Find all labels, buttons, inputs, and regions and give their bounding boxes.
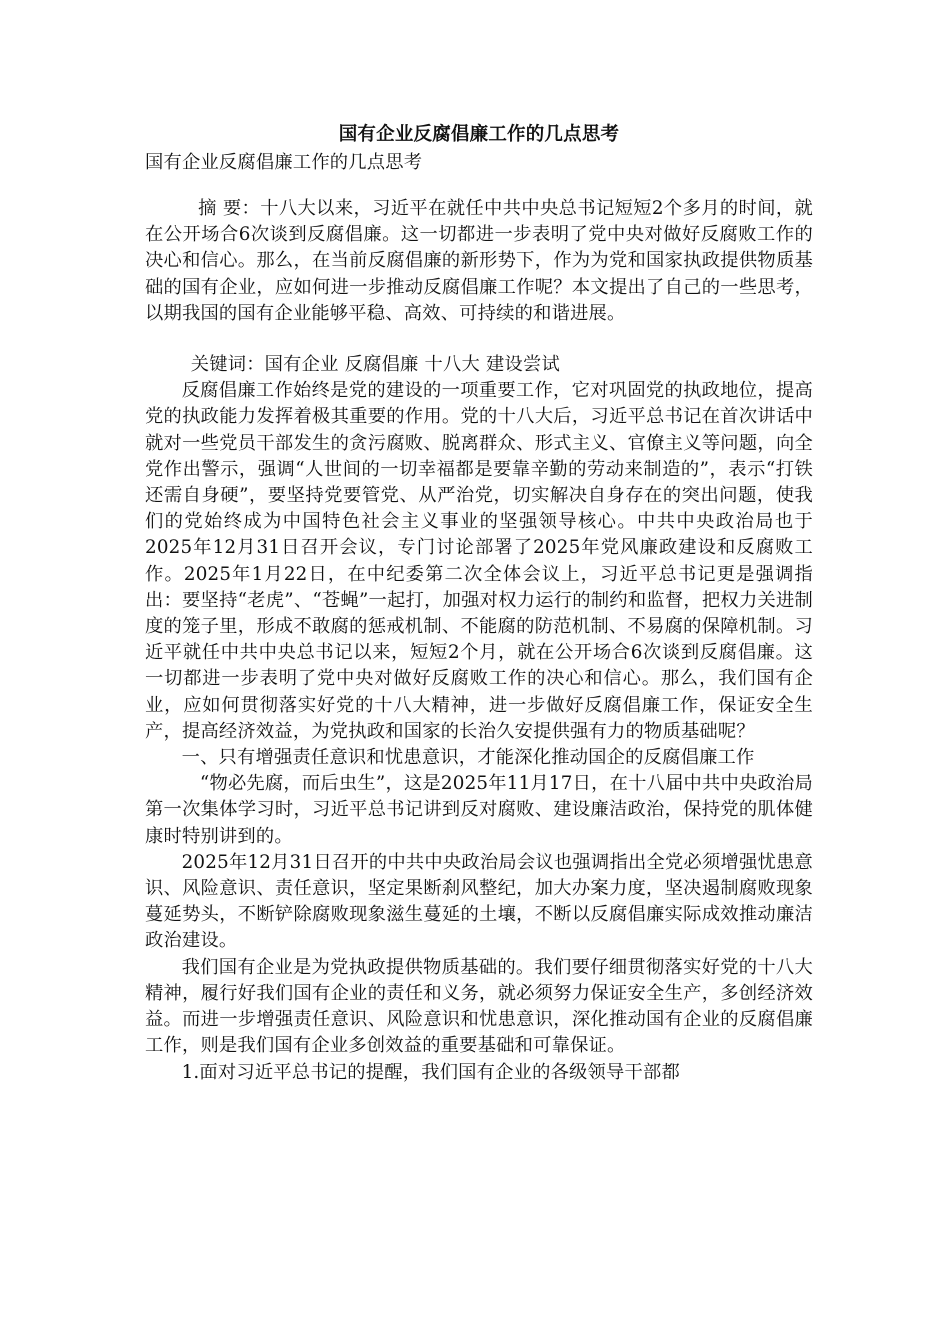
body-paragraph: 我们国有企业是为党执政提供物质基础的。我们要仔细贯彻落实好党的十八大精神，履行好我们国有企业的责任和义务，就必须努力保证安全生产，多创经济效益。而进一步增强责任意识、风险意识和忧患意识，深化推动国有企业的反腐倡廉工作，则是我们国有企业多创效益的重要基础和可靠保证。 <box>145 956 813 1057</box>
section-heading: 一、只有增强责任意识和忧患意识，才能深化推动国企的反腐倡廉工作 <box>181 747 755 769</box>
document-title: 国有企业反腐倡廉工作的几点思考 <box>338 124 620 145</box>
keywords-line: 关键词：国有企业 反腐倡廉 十八大 建设尝试 <box>190 354 560 376</box>
document-body <box>145 120 813 1086</box>
body-paragraph: “物必先腐，而后虫生”，这是2025年11月17日，在十八届中共中央政治局第一次集体学习时，习近平总书记讲到反对腐败、建设廉洁政治，保持党的肌体健康时特别讲到的。 <box>145 773 813 847</box>
body-paragraph: 2025年12月31日召开的中共中央政治局会议也强调指出全党必须增强忧患意识、风险意识、责任意识，坚定果断刹风整纪，加大办案力度，坚决遏制腐败现象蔓延势头，不断铲除腐败现象滋生蔓延的土壤，不断以反腐倡廉实际成效推动廉洁政治建设。 <box>145 851 813 952</box>
body-paragraph: 1.面对习近平总书记的提醒，我们国有企业的各级领导干部都 <box>181 1061 680 1083</box>
spacer <box>145 176 813 196</box>
document-subtitle: 国有企业反腐倡廉工作的几点思考 <box>145 152 423 173</box>
abstract-paragraph: 摘 要：十八大以来，习近平在就任中共中央总书记短短2个多月的时间，就在公开场合6次谈到反腐倡廉。这一切都进一步表明了党中央对做好反腐败工作的决心和信心。那么，在当前反腐倡廉的新形势下，作为为党和国家执政提供物质基础的国有企业，应如何进一步推动反腐倡廉工作呢？本文提出了自己的一些思考，以期我国的国有企业能够平稳、高效、可持续的和谐进展。 <box>145 198 813 324</box>
spacer <box>145 327 813 352</box>
body-paragraph: 反腐倡廉工作始终是党的建设的一项重要工作，它对巩固党的执政地位，提高党的执政能力发挥着极其重要的作用。党的十八大后，习近平总书记在首次讲话中就对一些党员干部发生的贪污腐败、脱离群众、形式主义、官僚主义等问题，向全党作出警示，强调“人世间的一切幸福都是要靠辛勤的劳动来制造的”，表示“打铁还需自身硬”，要坚持党要管党、从严治党，切实解决自身存在的突出问题，使我们的党始终成为中国特色社会主义事业的坚强领导核心。中共中央政治局也于2025年12月31日召开会议，专门讨论部署了2025年党风廉政建设和反腐败工作。2025年1月22日，在中纪委第二次全体会议上，习近平总书记更是强调指出：要坚持“老虎”、“苍蝇”一起打，加强对权力运行的制约和监督，把权力关进制度的笼子里，形成不敢腐的惩戒机制、不能腐的防范机制、不易腐的保障机制。习近平就任中共中央总书记以来，短短2个月，就在公开场合6次谈到反腐倡廉。这一切都进一步表明了党中央对做好反腐败工作的决心和信心。那么，我们国有企业，应如何贯彻落实好党的十八大精神，进一步做好反腐倡廉工作，保证安全生产，提高经济效益，为党执政和国家的长治久安提供强有力的物质基础呢？ <box>145 380 813 742</box>
